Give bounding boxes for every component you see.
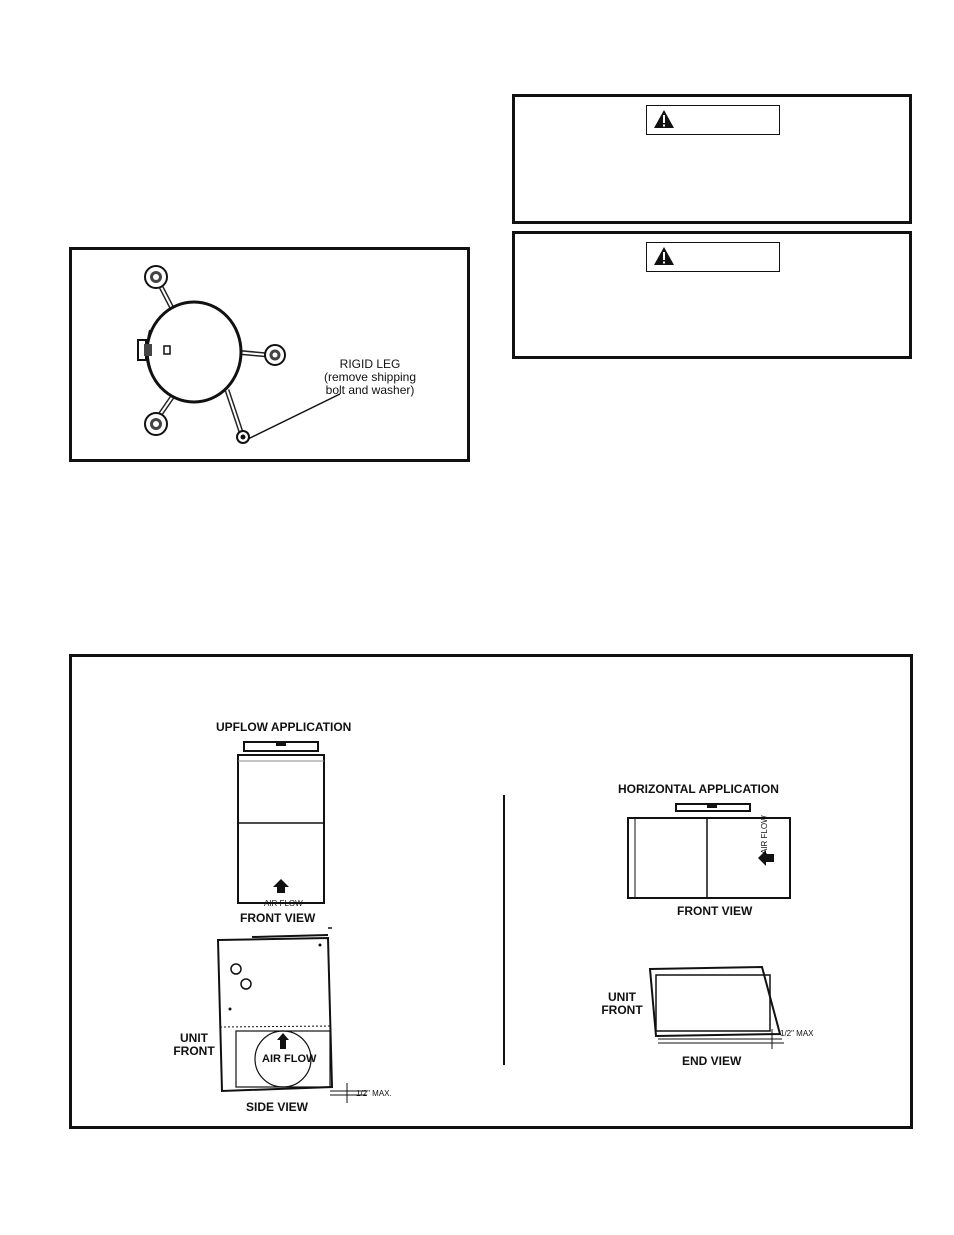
figure-application-views	[69, 654, 913, 1129]
upflow-unit-front-label	[168, 1032, 220, 1058]
rigid-leg-note-2: bolt and washer)	[325, 383, 415, 397]
warning-label-2	[646, 242, 780, 272]
warning-box-1	[512, 94, 912, 224]
grommet-foot-bottom	[145, 413, 167, 435]
rigid-leg-callout	[310, 358, 430, 397]
horizontal-end-view-label: END VIEW	[682, 1054, 742, 1068]
rigid-leg-foot	[237, 431, 249, 443]
upflow-front-label: FRONT	[173, 1044, 215, 1058]
grommet-foot-top	[145, 266, 167, 288]
upflow-side-airflow-label: AIR FLOW	[262, 1053, 317, 1065]
callout-leader-line	[248, 394, 340, 439]
upflow-unit-label: UNIT	[180, 1031, 208, 1045]
horizontal-front-view-label: FRONT VIEW	[677, 904, 753, 918]
compressor-top-view-diagram	[72, 250, 467, 459]
upflow-front-view-label: FRONT VIEW	[240, 911, 316, 925]
figure-compressor-legs	[69, 247, 470, 462]
warning-triangle-icon	[653, 109, 675, 129]
rigid-leg-note-1: (remove shipping	[323, 370, 417, 384]
horizontal-title: HORIZONTAL APPLICATION	[618, 782, 779, 796]
upflow-max-tilt-label: 1/2" MAX.	[356, 1089, 392, 1098]
upflow-side-view-label: SIDE VIEW	[246, 1100, 309, 1114]
horizontal-front-label: FRONT	[601, 1003, 643, 1017]
horizontal-unit-label: UNIT	[608, 990, 636, 1004]
warning-box-2	[512, 231, 912, 359]
horizontal-airflow-label: AIR FLOW	[760, 815, 769, 854]
upflow-title: UPFLOW APPLICATION	[216, 720, 352, 734]
warning-label-1	[646, 105, 780, 135]
rigid-leg-label: RIGID LEG	[339, 357, 401, 371]
upflow-side-view-drawing	[218, 928, 367, 1103]
upflow-front-view-drawing	[238, 742, 324, 903]
horizontal-end-view-drawing	[650, 967, 784, 1049]
horizontal-unit-front-label	[598, 991, 646, 1017]
grommet-foot-right	[265, 345, 285, 365]
horizontal-max-tilt-label: 1/2" MAX	[780, 1029, 814, 1038]
warning-triangle-icon	[653, 246, 675, 266]
upflow-airflow-label: AIR FLOW	[264, 899, 303, 908]
